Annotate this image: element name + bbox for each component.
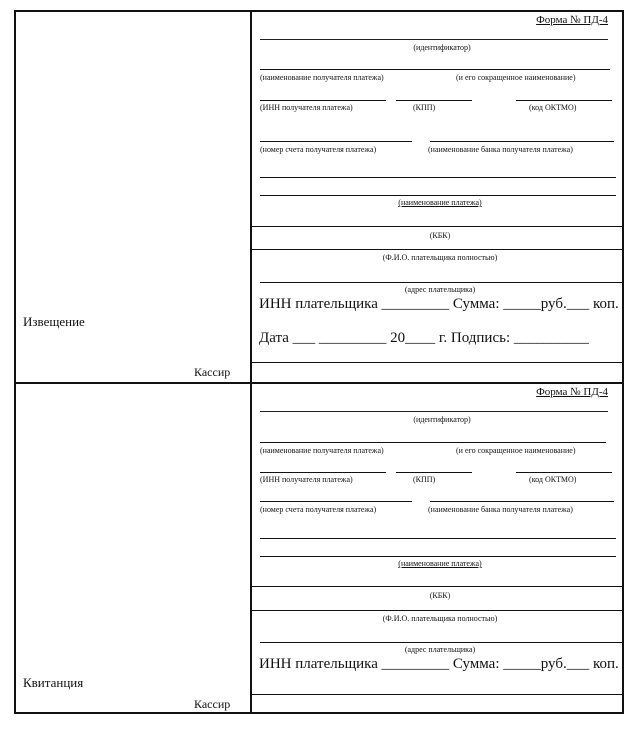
oktmo-caption: (код ОКТМО) [529,103,577,112]
recipient-name-caption: (наименование получателя платежа) [260,446,384,455]
payer-inn-sum-line[interactable]: ИНН плательщика _________ Сумма: _____руб.___ коп. [259,296,619,312]
kpp-caption: (КПП) [413,103,436,112]
account-caption: (номер счета получателя платежа) [260,145,377,154]
bank-name-field[interactable] [430,141,614,142]
short-name-caption: (и его сокращенное наименование) [456,73,576,82]
kbk-top-rule [252,586,622,587]
inn-recipient-caption: (ИНН получателя платежа) [260,475,353,484]
payer-name-caption: (Ф.И.О. плательщика полностью) [382,614,498,623]
kbk-bottom-rule [252,610,622,611]
oktmo-field[interactable] [516,100,612,101]
recipient-name-caption: (наименование получателя платежа) [260,73,384,82]
short-name-caption: (и его сокращенное наименование) [456,446,576,455]
payment-name-field-1[interactable] [260,538,616,539]
payer-address-caption: (адрес плательщика) [404,285,476,294]
identifier-field[interactable] [260,411,608,412]
account-number-field[interactable] [260,141,412,142]
payment-name-caption: (наименование платежа) [398,559,482,568]
form-number: Форма № ПД-4 [536,14,608,26]
payment-form-pd4 [14,10,624,714]
oktmo-field[interactable] [516,472,612,473]
cashier-label: Кассир [194,365,231,379]
inn-recipient-field[interactable] [260,100,386,101]
kbk-caption: (КБК) [429,591,451,600]
payer-address-caption: (адрес плательщика) [404,645,476,654]
identifier-caption: (идентификатор) [413,43,471,52]
identifier-caption: (идентификатор) [413,415,471,424]
notice-label: Извещение [23,314,85,329]
form-number: Форма № ПД-4 [536,386,608,398]
payer-name-caption: (Ф.И.О. плательщика полностью) [382,253,498,262]
bank-name-field[interactable] [430,501,614,502]
payer-address-field[interactable] [260,642,622,643]
bank-caption: (наименование банка получателя платежа) [428,145,573,154]
cashier-label: Кассир [194,697,231,711]
identifier-field[interactable] [260,39,608,40]
receipt-label: Квитанция [23,675,84,690]
inn-recipient-caption: (ИНН получателя платежа) [260,103,353,112]
payment-name-field-1[interactable] [260,177,616,178]
oktmo-caption: (код ОКТМО) [529,475,577,484]
section-divider [16,382,622,384]
payment-name-field-2[interactable] [260,556,616,557]
account-number-field[interactable] [260,501,412,502]
bank-caption: (наименование банка получателя платежа) [428,505,573,514]
payer-address-field[interactable] [260,282,622,283]
payment-name-field-2[interactable] [260,195,616,196]
kpp-field[interactable] [396,472,472,473]
cashier-rule [252,362,622,363]
cashier-rule [252,694,622,695]
kpp-caption: (КПП) [413,475,436,484]
date-signature-line[interactable]: Дата ___ _________ 20____ г. Подпись: __________ [259,330,589,346]
kbk-top-rule [252,226,622,227]
payment-name-caption: (наименование платежа) [398,198,482,207]
recipient-name-field[interactable] [260,69,610,70]
kbk-caption: (КБК) [429,231,451,240]
kbk-bottom-rule [252,249,622,250]
payer-inn-sum-line[interactable]: ИНН плательщика _________ Сумма: _____руб.___ коп. [259,656,619,672]
account-caption: (номер счета получателя платежа) [260,505,377,514]
inn-recipient-field[interactable] [260,472,386,473]
kpp-field[interactable] [396,100,472,101]
recipient-name-field[interactable] [260,442,606,443]
